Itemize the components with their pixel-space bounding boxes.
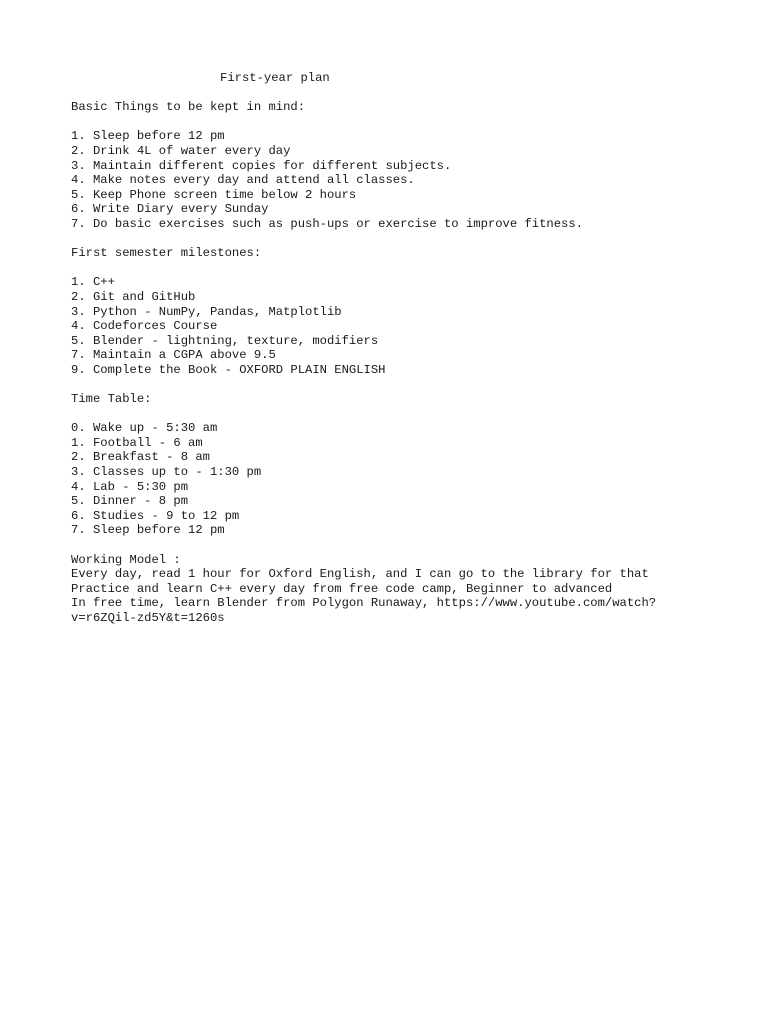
list-item: 3. Classes up to - 1:30 pm	[71, 465, 262, 480]
paragraph-line: Practice and learn C++ every day from free code camp, Beginner to advanced	[71, 581, 613, 596]
list-item: 1. C++	[71, 275, 115, 290]
list-item: 1. Football - 6 am	[71, 435, 203, 450]
timetable-heading: Time Table:	[71, 392, 152, 407]
list-item: 4. Make notes every day and attend all classes.	[71, 173, 415, 188]
list-item: 2. Breakfast - 8 am	[71, 450, 210, 465]
paragraph-line: Every day, read 1 hour for Oxford English, and I can go to the library for that	[71, 567, 649, 582]
list-item: 0. Wake up - 5:30 am	[71, 421, 218, 436]
list-item: 9. Complete the Book - OXFORD PLAIN ENGLISH	[71, 362, 386, 377]
milestones-heading: First semester milestones:	[71, 246, 262, 261]
basics-heading: Basic Things to be kept in mind:	[71, 100, 306, 115]
milestones-list	[71, 275, 731, 377]
list-item: 6. Studies - 9 to 12 pm	[71, 508, 240, 523]
list-item: 7. Sleep before 12 pm	[71, 523, 225, 538]
list-item: 2. Git and GitHub	[71, 289, 196, 304]
list-item: 1. Sleep before 12 pm	[71, 129, 225, 144]
working-model-text	[71, 567, 731, 625]
spacer	[71, 377, 731, 392]
spacer	[71, 538, 731, 553]
list-item: 4. Lab - 5:30 pm	[71, 479, 189, 494]
spacer	[71, 232, 731, 247]
list-item: 5. Dinner - 8 pm	[71, 494, 189, 509]
working-model-heading: Working Model :	[71, 552, 181, 567]
list-item: 7. Maintain a CGPA above 9.5	[71, 348, 276, 363]
document-page	[71, 71, 731, 626]
spacer	[71, 115, 731, 130]
document-title: First-year plan	[220, 71, 330, 85]
list-item: 4. Codeforces Course	[71, 319, 218, 334]
paragraph-line: v=r6ZQil-zd5Y&t=1260s	[71, 610, 225, 625]
spacer	[71, 261, 731, 276]
list-item: 2. Drink 4L of water every day	[71, 143, 291, 158]
list-item: 5. Keep Phone screen time below 2 hours	[71, 187, 357, 202]
spacer	[71, 86, 731, 101]
list-item: 3. Python - NumPy, Pandas, Matplotlib	[71, 304, 342, 319]
paragraph-line: In free time, learn Blender from Polygon Runaway, https://www.youtube.com/watch?	[71, 596, 657, 611]
list-item: 7. Do basic exercises such as push-ups or exercise to improve fitness.	[71, 216, 583, 231]
list-item: 6. Write Diary every Sunday	[71, 202, 269, 217]
list-item: 5. Blender - lightning, texture, modifiers	[71, 333, 379, 348]
timetable-list	[71, 421, 731, 538]
spacer	[71, 407, 731, 422]
list-item: 3. Maintain different copies for different subjects.	[71, 158, 452, 173]
basics-list	[71, 129, 731, 231]
